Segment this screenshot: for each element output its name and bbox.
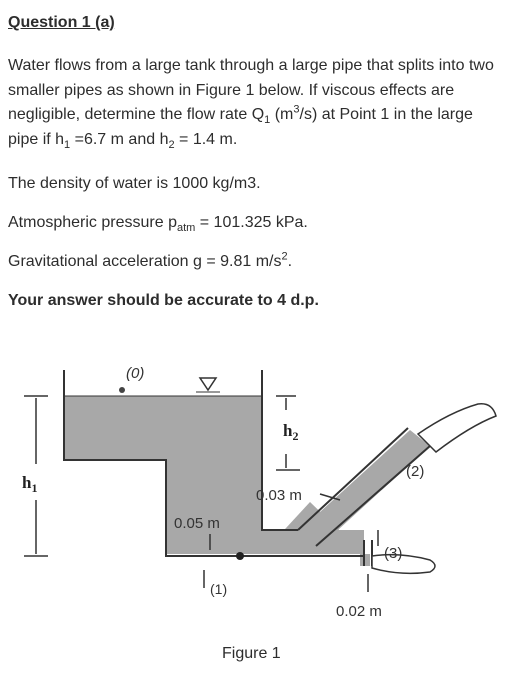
label-h1: $h_1$ — [22, 473, 38, 495]
label-diameter-005: 0.05 m — [174, 515, 220, 532]
figure-1-diagram — [0, 360, 510, 645]
label-diameter-003: 0.03 m — [256, 487, 302, 504]
figure-caption: Figure 1 — [222, 645, 281, 662]
label-point-3: (3) — [384, 545, 403, 562]
label-diameter-002: 0.02 m — [336, 603, 382, 620]
water-region — [64, 396, 430, 566]
accuracy-note: Your answer should be accurate to 4 d.p. — [8, 292, 319, 309]
question-title: Question 1 (a) — [8, 14, 115, 31]
free-surface-triangle — [196, 378, 220, 392]
label-point-0: (0) — [126, 365, 145, 382]
label-h2: $h_2$ — [283, 421, 299, 443]
gravity-text: Gravitational acceleration g = 9.81 $m/s^2$. — [8, 250, 293, 270]
problem-statement: Water flows from a large tank through a large pipe that splits into two smaller pipes as shown in Figure 1 below. If viscous effects are negligible, determine the flow rate $Q_1$ $(m^3/s)$ at Point 1 in the large pipe if $h_1 =6.7$ m and $h_2 = 1.4$ m. — [8, 57, 494, 151]
density-text: The density of water is 1000 kg/m3. — [8, 175, 261, 192]
label-point-2: (2) — [406, 463, 425, 480]
point-0-dot — [119, 387, 125, 393]
label-point-1: (1) — [210, 581, 228, 597]
jet-3 — [372, 555, 435, 574]
jet-2 — [418, 404, 496, 452]
point-1-dot — [236, 552, 244, 560]
atmospheric-pressure-text: Atmospheric pressure $p_{atm} = 101.325$ kPa. — [8, 214, 308, 235]
